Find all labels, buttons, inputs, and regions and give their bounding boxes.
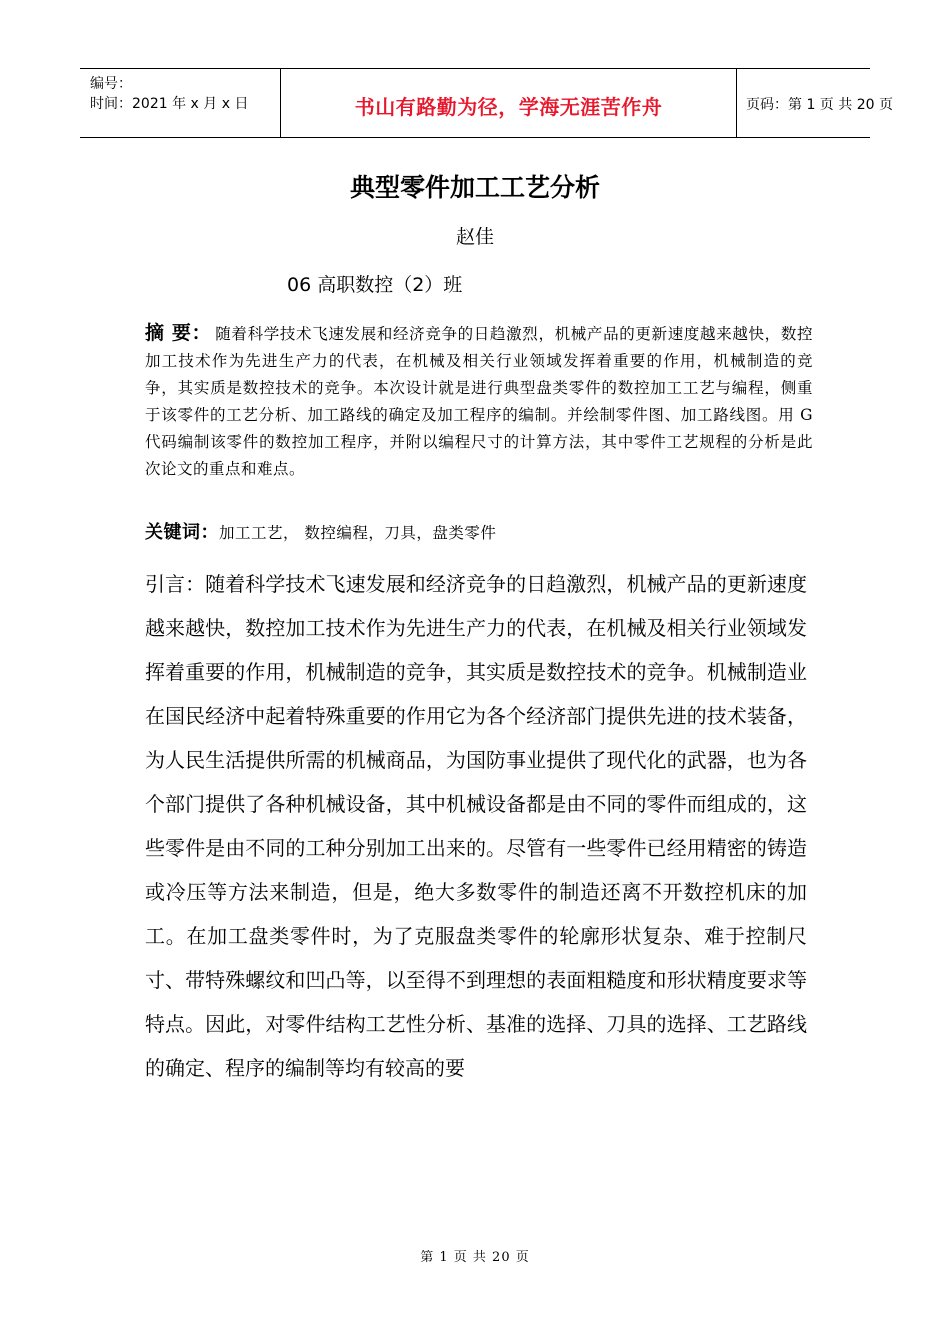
keywords-line (145, 518, 813, 544)
doc-date-label: 时间：2021 年 x 月 x 日 (90, 96, 249, 112)
abstract-text: 随着科学技术飞速发展和经济竞争的日趋激烈，机械产品的更新速度越来越快，数控加工技术作为先进生产力的代表，在机械及相关行业领域发挥着重要的作用，机械制造的竞争，其实质是数控技术的竞争。本次设计就是进行典型盘类零件的数控加工工艺与编程，侧重于该零件的工艺分析、加工路线的确定及加工程序的编制。并绘制零件图、加工路线图。用 G 代码编制该零件的数控加工程序，并附以编程尺寸的计算方法，其中零件工艺规程的分析是此次论文的重点和难点。 (145, 325, 813, 478)
header-page-cell (736, 69, 893, 137)
document-title: 典型零件加工工艺分析 (349, 173, 600, 202)
intro-paragraph: 引言：随着科学技术飞速发展和经济竞争的日趋激烈，机械产品的更新速度越来越快，数控加工技术作为先进生产力的代表，在机械及相关行业领域发挥着重要的作用，机械制造的竞争，其实质是数控技术的竞争。机械制造业在国民经济中起着特殊重要的作用它为各个经济部门提供先进的技术装备，为人民生活提供所需的机械商品，为国防事业提供了现代化的武器，也为各个部门提供了各种机械设备，其中机械设备都是由不同的零件而组成的，这些零件是由不同的工种分别加工出来的。尽管有一些零件已经用精密的铸造或冷压等方法来制造，但是，绝大多数零件的制造还离不开数控机床的加工。在加工盘类零件时，为了克服盘类零件的轮廓形状复杂、难于控制尺寸、带特殊螺纹和凹凸等，以至得不到理想的表面粗糙度和形状精度要求等特点。因此，对零件结构工艺性分析、基准的选择、刀具的选择、工艺路线的确定、程序的编制等均有较高的要 (145, 572, 807, 1080)
document-class: 06 高职数控（2）班 (287, 274, 463, 296)
doc-number-label: 编号： (90, 76, 132, 92)
header-page-info: 页码：第 1 页 共 20 页 (746, 97, 893, 113)
page-footer: 第 1 页 共 20 页 (420, 1250, 530, 1265)
abstract-label: 摘 要： (145, 322, 212, 344)
header-motto-cell (280, 69, 737, 137)
header-motto: 书山有路勤为径，学海无涯苦作舟 (354, 95, 663, 119)
keywords-text: 加工工艺， 数控编程，刀具，盘类零件 (219, 524, 497, 542)
abstract-paragraph (145, 320, 813, 483)
header-meta-cell (80, 69, 280, 137)
document-author: 赵佳 (455, 226, 494, 248)
keywords-label: 关键词： (145, 522, 219, 543)
page-header (80, 68, 893, 138)
